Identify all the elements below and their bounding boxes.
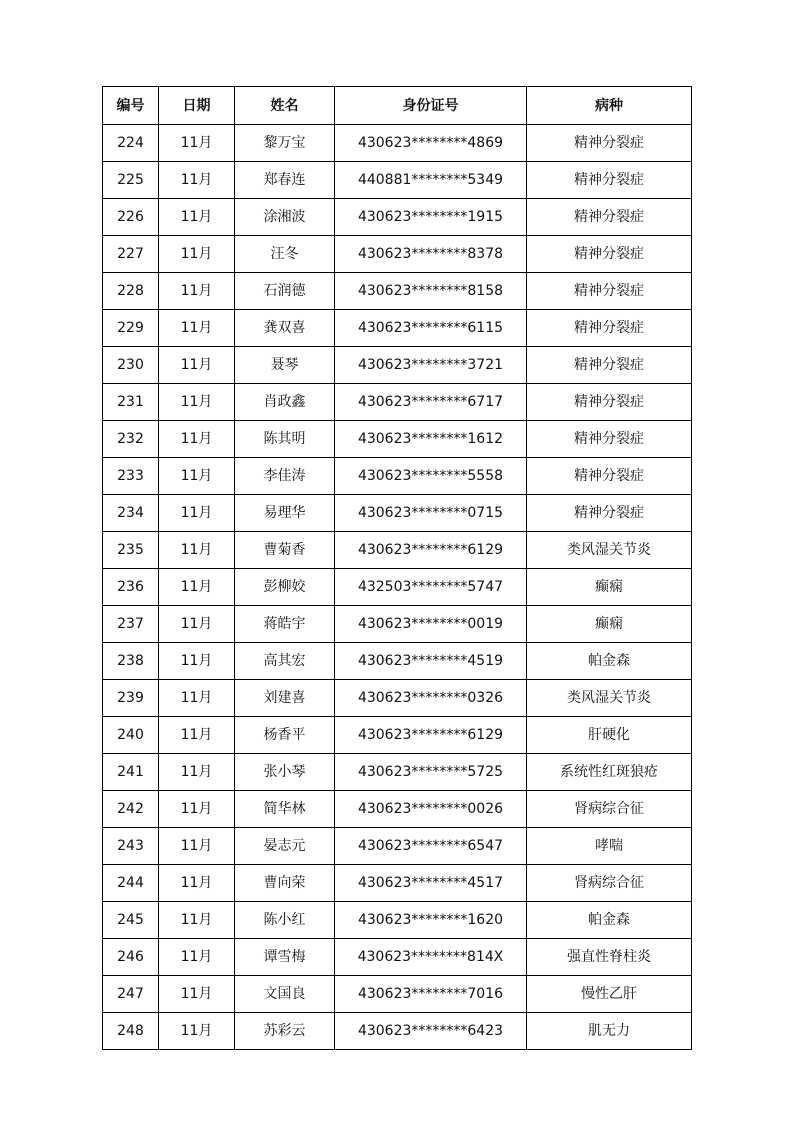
cell-disease: 哮喘: [527, 828, 692, 865]
cell-name: 晏志元: [235, 828, 335, 865]
cell-date: 11月: [159, 717, 235, 754]
cell-number: 236: [103, 569, 159, 606]
cell-disease: 精神分裂症: [527, 273, 692, 310]
cell-number: 226: [103, 199, 159, 236]
cell-id-number: 430623********6717: [335, 384, 527, 421]
cell-date: 11月: [159, 347, 235, 384]
cell-number: 241: [103, 754, 159, 791]
table-row: [103, 199, 692, 236]
table-row: [103, 125, 692, 162]
cell-disease: 肝硬化: [527, 717, 692, 754]
cell-name: 高其宏: [235, 643, 335, 680]
cell-id-number: 430623********1915: [335, 199, 527, 236]
cell-date: 11月: [159, 569, 235, 606]
cell-id-number: 430623********5725: [335, 754, 527, 791]
cell-id-number: 430623********6423: [335, 1013, 527, 1050]
table-row: [103, 643, 692, 680]
cell-disease: 精神分裂症: [527, 458, 692, 495]
cell-number: 229: [103, 310, 159, 347]
cell-number: 227: [103, 236, 159, 273]
cell-disease: 精神分裂症: [527, 199, 692, 236]
cell-id-number: 430623********0026: [335, 791, 527, 828]
cell-name: 彭柳姣: [235, 569, 335, 606]
cell-disease: 癫痫: [527, 569, 692, 606]
cell-number: 238: [103, 643, 159, 680]
cell-date: 11月: [159, 495, 235, 532]
cell-disease: 精神分裂症: [527, 310, 692, 347]
cell-id-number: 430623********0326: [335, 680, 527, 717]
cell-date: 11月: [159, 125, 235, 162]
cell-number: 234: [103, 495, 159, 532]
cell-name: 蒋皓宇: [235, 606, 335, 643]
cell-id-number: 440881********5349: [335, 162, 527, 199]
cell-disease: 精神分裂症: [527, 347, 692, 384]
cell-number: 235: [103, 532, 159, 569]
cell-disease: 癫痫: [527, 606, 692, 643]
cell-date: 11月: [159, 606, 235, 643]
column-header-date: 日期: [159, 87, 235, 125]
cell-disease: 类风湿关节炎: [527, 680, 692, 717]
cell-date: 11月: [159, 865, 235, 902]
cell-name: 石润德: [235, 273, 335, 310]
cell-date: 11月: [159, 421, 235, 458]
cell-date: 11月: [159, 902, 235, 939]
table-row: [103, 236, 692, 273]
cell-number: 232: [103, 421, 159, 458]
cell-id-number: 430623********7016: [335, 976, 527, 1013]
table-row: [103, 162, 692, 199]
table-row: [103, 421, 692, 458]
cell-date: 11月: [159, 310, 235, 347]
cell-date: 11月: [159, 828, 235, 865]
cell-id-number: 430623********6129: [335, 532, 527, 569]
table-row: [103, 458, 692, 495]
cell-name: 杨香平: [235, 717, 335, 754]
column-header-disease: 病种: [527, 87, 692, 125]
table-row: [103, 384, 692, 421]
cell-id-number: 430623********4519: [335, 643, 527, 680]
cell-id-number: 430623********4517: [335, 865, 527, 902]
cell-id-number: 430623********6115: [335, 310, 527, 347]
table-row: [103, 828, 692, 865]
cell-disease: 精神分裂症: [527, 125, 692, 162]
cell-disease: 强直性脊柱炎: [527, 939, 692, 976]
cell-number: 242: [103, 791, 159, 828]
table-row: [103, 902, 692, 939]
cell-name: 涂湘波: [235, 199, 335, 236]
column-header-name: 姓名: [235, 87, 335, 125]
cell-number: 240: [103, 717, 159, 754]
cell-disease: 精神分裂症: [527, 162, 692, 199]
cell-disease: 肾病综合征: [527, 791, 692, 828]
cell-number: 246: [103, 939, 159, 976]
table-row: [103, 791, 692, 828]
cell-date: 11月: [159, 236, 235, 273]
cell-number: 233: [103, 458, 159, 495]
table-row: [103, 606, 692, 643]
cell-name: 汪冬: [235, 236, 335, 273]
cell-name: 刘建喜: [235, 680, 335, 717]
cell-id-number: 430623********5558: [335, 458, 527, 495]
cell-number: 225: [103, 162, 159, 199]
cell-number: 245: [103, 902, 159, 939]
cell-disease: 肾病综合征: [527, 865, 692, 902]
table-header-row: [103, 87, 692, 125]
cell-number: 248: [103, 1013, 159, 1050]
table-row: [103, 1013, 692, 1050]
cell-disease: 精神分裂症: [527, 384, 692, 421]
cell-date: 11月: [159, 273, 235, 310]
cell-name: 易理华: [235, 495, 335, 532]
cell-number: 239: [103, 680, 159, 717]
cell-disease: 肌无力: [527, 1013, 692, 1050]
cell-id-number: 430623********6129: [335, 717, 527, 754]
cell-id-number: 430623********0715: [335, 495, 527, 532]
table-row: [103, 347, 692, 384]
cell-name: 李佳涛: [235, 458, 335, 495]
cell-disease: 帕金森: [527, 902, 692, 939]
cell-name: 曹菊香: [235, 532, 335, 569]
table-row: [103, 754, 692, 791]
cell-date: 11月: [159, 1013, 235, 1050]
table-row: [103, 976, 692, 1013]
cell-name: 简华林: [235, 791, 335, 828]
table-row: [103, 495, 692, 532]
cell-id-number: 430623********0019: [335, 606, 527, 643]
table-row: [103, 680, 692, 717]
cell-name: 谭雪梅: [235, 939, 335, 976]
cell-name: 陈其明: [235, 421, 335, 458]
cell-date: 11月: [159, 754, 235, 791]
cell-number: 247: [103, 976, 159, 1013]
cell-disease: 精神分裂症: [527, 236, 692, 273]
table-row: [103, 532, 692, 569]
table-row: [103, 939, 692, 976]
cell-number: 228: [103, 273, 159, 310]
cell-number: 243: [103, 828, 159, 865]
cell-disease: 精神分裂症: [527, 495, 692, 532]
cell-id-number: 430623********4869: [335, 125, 527, 162]
patient-table: [102, 86, 692, 1050]
cell-id-number: 430623********1620: [335, 902, 527, 939]
cell-date: 11月: [159, 939, 235, 976]
cell-name: 曹向荣: [235, 865, 335, 902]
cell-name: 陈小红: [235, 902, 335, 939]
cell-name: 郑春连: [235, 162, 335, 199]
cell-number: 231: [103, 384, 159, 421]
cell-disease: 系统性红斑狼疮: [527, 754, 692, 791]
table-row: [103, 865, 692, 902]
table-row: [103, 273, 692, 310]
cell-number: 244: [103, 865, 159, 902]
cell-date: 11月: [159, 384, 235, 421]
table-body: [103, 125, 692, 1050]
cell-number: 237: [103, 606, 159, 643]
cell-disease: 帕金森: [527, 643, 692, 680]
cell-date: 11月: [159, 680, 235, 717]
table-row: [103, 310, 692, 347]
cell-date: 11月: [159, 791, 235, 828]
cell-name: 肖政鑫: [235, 384, 335, 421]
cell-id-number: 430623********8378: [335, 236, 527, 273]
cell-number: 230: [103, 347, 159, 384]
cell-date: 11月: [159, 532, 235, 569]
cell-number: 224: [103, 125, 159, 162]
cell-date: 11月: [159, 643, 235, 680]
cell-id-number: 432503********5747: [335, 569, 527, 606]
cell-name: 文国良: [235, 976, 335, 1013]
table-row: [103, 569, 692, 606]
cell-id-number: 430623********814X: [335, 939, 527, 976]
cell-name: 聂琴: [235, 347, 335, 384]
cell-date: 11月: [159, 199, 235, 236]
cell-name: 苏彩云: [235, 1013, 335, 1050]
cell-date: 11月: [159, 976, 235, 1013]
cell-id-number: 430623********8158: [335, 273, 527, 310]
cell-disease: 类风湿关节炎: [527, 532, 692, 569]
cell-id-number: 430623********3721: [335, 347, 527, 384]
cell-date: 11月: [159, 458, 235, 495]
column-header-number: 编号: [103, 87, 159, 125]
cell-name: 龚双喜: [235, 310, 335, 347]
cell-disease: 精神分裂症: [527, 421, 692, 458]
cell-date: 11月: [159, 162, 235, 199]
column-header-id-number: 身份证号: [335, 87, 527, 125]
table-row: [103, 717, 692, 754]
cell-disease: 慢性乙肝: [527, 976, 692, 1013]
cell-id-number: 430623********6547: [335, 828, 527, 865]
cell-name: 张小琴: [235, 754, 335, 791]
cell-id-number: 430623********1612: [335, 421, 527, 458]
cell-name: 黎万宝: [235, 125, 335, 162]
